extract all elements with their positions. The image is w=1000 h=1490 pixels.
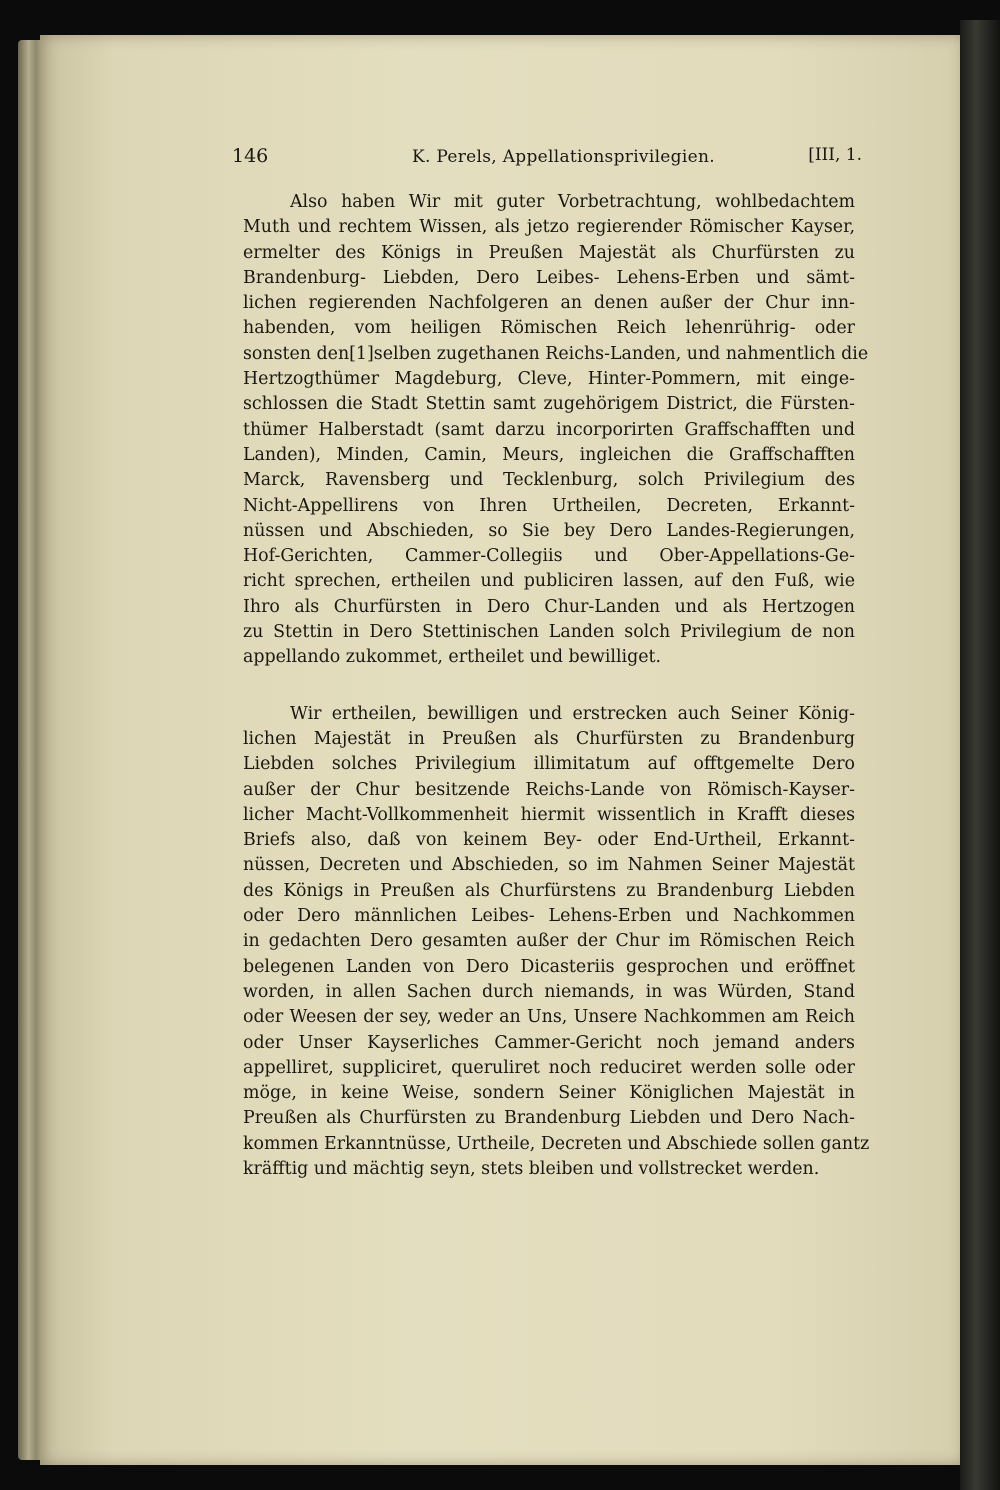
text-line: thümer Halberstadt (samt darzu incorporirten Graffschafften und xyxy=(243,419,855,440)
text-line: appellando zukommet, ertheilet und bewilliget. xyxy=(243,647,662,668)
text-line: Ihro als Churfürsten in Dero Chur-Landen und als Hertzogen xyxy=(243,596,855,617)
text-line: des Königs in Preußen als Churfürstens zu Brandenburg Liebden xyxy=(243,880,855,901)
text-line: Hof-Gerichten, Cammer-Collegiis und Ober-Appellations-Ge- xyxy=(243,546,855,567)
text-line: oder Weesen der sey, weder an Uns, Unsere Nachkommen am Reich xyxy=(243,1007,855,1028)
text-line: richt sprechen, ertheilen und publiciren lassen, auf den Fuß, wie xyxy=(243,571,855,592)
section-reference: [III, 1. xyxy=(808,145,862,165)
text-line: nüssen, Decreten und Abschieden, so im Nahmen Seiner Majestät xyxy=(243,855,855,876)
text-line: Briefs also, daß von keinem Bey- oder End-Urtheil, Erkannt- xyxy=(243,830,855,851)
text-line: habenden, vom heiligen Römischen Reich lehenrührig- oder xyxy=(243,318,855,339)
text-line: lichen Majestät in Preußen als Churfürsten zu Brandenburg xyxy=(243,728,855,749)
text-line: in gedachten Dero gesamten außer der Chur im Römischen Reich xyxy=(243,931,855,952)
text-line: Preußen als Churfürsten zu Brandenburg Liebden und Dero Nach- xyxy=(243,1108,855,1129)
text-line: möge, in keine Weise, sondern Seiner Königlichen Majestät in xyxy=(243,1083,855,1104)
text-line: oder Unser Kayserliches Cammer-Gericht noch jemand anders xyxy=(243,1032,855,1053)
text-line: Muth und rechtem Wissen, als jetzo regierender Römischer Kayser, xyxy=(243,217,855,238)
text-line: kommen Erkanntnüsse, Urtheile, Decreten und Abschiede sollen gantz xyxy=(243,1133,870,1154)
paragraph-1 xyxy=(243,190,869,671)
running-header xyxy=(232,145,862,175)
text-line: Landen), Minden, Camin, Meurs, ingleichen die Graffschafften xyxy=(243,444,855,465)
text-line: zu Stettin in Dero Stettinischen Landen solch Privilegium de non xyxy=(243,622,855,643)
text-line: nüssen und Abschieden, so Sie bey Dero Landes-Regierungen, xyxy=(243,520,855,541)
text-line: belegenen Landen von Dero Dicasteriis gesprochen und eröffnet xyxy=(243,956,855,977)
text-line: Wir ertheilen, bewilligen und erstrecken auch Seiner König- xyxy=(290,703,855,724)
text-line: ermelter des Königs in Preußen Majestät als Churfürsten zu xyxy=(243,242,855,263)
body-text xyxy=(243,190,870,1182)
text-line: Marck, Ravensberg und Tecklenburg, solch Privilegium des xyxy=(243,470,855,491)
text-line: schlossen die Stadt Stettin samt zugehörigem District, die Fürsten- xyxy=(243,394,855,415)
page-number: 146 xyxy=(232,145,269,167)
text-line: Nicht-Appellirens von Ihren Urtheilen, Decreten, Erkannt- xyxy=(243,495,855,516)
running-title: K. Perels, Appellationsprivilegien. xyxy=(412,147,715,167)
text-line: worden, in allen Sachen durch niemands, in was Würden, Stand xyxy=(243,981,855,1002)
text-line: Hertzogthümer Magdeburg, Cleve, Hinter-Pommern, mit einge- xyxy=(243,369,855,390)
text-line: appelliret, suppliciret, queruliret noch reduciret werden solle oder xyxy=(243,1057,855,1078)
text-line: oder Dero männlichen Leibes- Lehens-Erben und Nachkommen xyxy=(243,906,855,927)
book-spine-shadow xyxy=(960,20,1000,1490)
text-line: sonsten den[1]selben zugethanen Reichs-Landen, und nahmentlich die xyxy=(243,343,869,364)
paragraph-2 xyxy=(243,702,870,1183)
text-line: Liebden solches Privilegium illimitatum auf offtgemelte Dero xyxy=(243,754,855,775)
text-line: licher Macht-Vollkommenheit hiermit wissentlich in Krafft dieses xyxy=(243,804,855,825)
text-line: kräfftig und mächtig seyn, stets bleiben und vollstrecket werden. xyxy=(243,1158,820,1179)
text-line: lichen regierenden Nachfolgeren an denen außer der Chur inn- xyxy=(243,293,855,314)
text-line: Also haben Wir mit guter Vorbetrachtung, wohlbedachtem xyxy=(290,192,855,212)
text-line: Brandenburg- Liebden, Dero Leibes- Lehens-Erben und sämt- xyxy=(243,267,855,288)
text-line: außer der Chur besitzende Reichs-Lande von Römisch-Kayser- xyxy=(243,779,855,800)
